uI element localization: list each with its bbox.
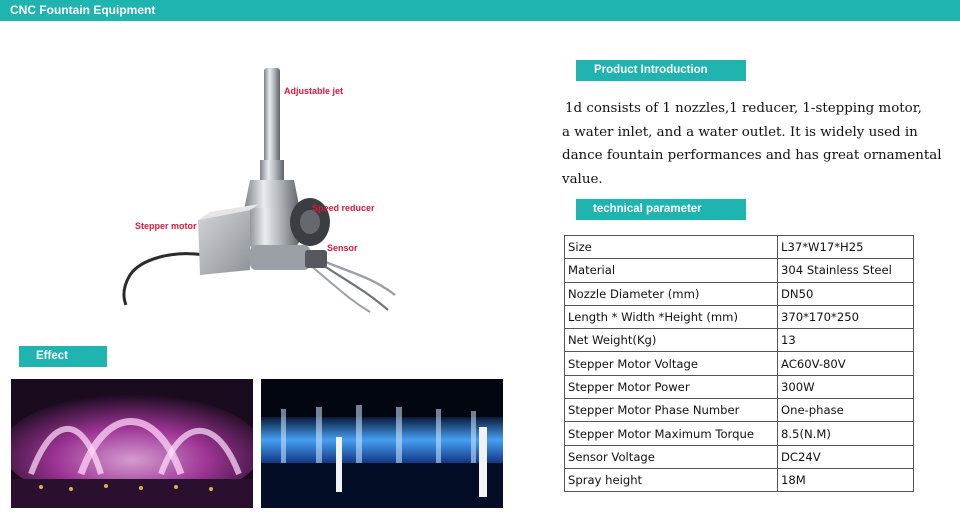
- spec-value: 18M: [778, 468, 914, 491]
- spec-label: Stepper Motor Maximum Torque: [565, 422, 778, 445]
- section-tag-product-introduction: Product Introduction: [576, 60, 746, 81]
- spec-value: DN50: [778, 282, 914, 305]
- callout-stepper-motor: Stepper motor: [135, 221, 197, 231]
- spec-label: Stepper Motor Power: [565, 375, 778, 398]
- table-row: [565, 329, 914, 352]
- description-line: dance fountain performances and has great ornamental: [562, 148, 942, 163]
- table-row: [565, 282, 914, 305]
- spec-value: AC60V-80V: [778, 352, 914, 375]
- callout-speed-reducer: Speed reducer: [312, 203, 375, 213]
- spec-label: Length * Width *Height (mm): [565, 305, 778, 328]
- effect-photo-pink-fountain: [11, 379, 253, 508]
- spec-value: L37*W17*H25: [778, 236, 914, 259]
- table-row: [565, 259, 914, 282]
- section-tag-technical-parameter: technical parameter: [576, 199, 746, 220]
- spec-value: 13: [778, 329, 914, 352]
- spec-value: 8.5(N.M): [778, 422, 914, 445]
- spec-value: One-phase: [778, 399, 914, 422]
- spec-value: DC24V: [778, 445, 914, 468]
- spec-value: 370*170*250: [778, 305, 914, 328]
- spec-value: 300W: [778, 375, 914, 398]
- spec-label: Stepper Motor Phase Number: [565, 399, 778, 422]
- table-row: [565, 399, 914, 422]
- description-line: value.: [562, 171, 603, 187]
- effect-photo-blue-fountain: [261, 379, 503, 508]
- spec-label: Material: [565, 259, 778, 282]
- section-tag-effect: Effect: [19, 346, 107, 367]
- page-title: CNC Fountain Equipment: [10, 3, 156, 17]
- fountain-nozzle-illustration: [110, 60, 410, 320]
- table-row: [565, 375, 914, 398]
- spec-label: Stepper Motor Voltage: [565, 352, 778, 375]
- spec-label: Nozzle Diameter (mm): [565, 282, 778, 305]
- table-row: [565, 468, 914, 491]
- table-row: [565, 352, 914, 375]
- callout-sensor: Sensor: [327, 243, 358, 253]
- table-row: [565, 422, 914, 445]
- spec-label: Spray height: [565, 468, 778, 491]
- spec-label: Size: [565, 236, 778, 259]
- callout-adjustable-jet: Adjustable jet: [284, 86, 344, 96]
- header-bar: [0, 0, 960, 21]
- product-image: [110, 60, 410, 320]
- description-line: 1d consists of 1 nozzles,1 reducer, 1-stepping motor,: [565, 101, 922, 116]
- spec-table: [564, 235, 914, 492]
- product-description: [562, 97, 960, 191]
- table-row: [565, 236, 914, 259]
- table-row: [565, 305, 914, 328]
- table-row: [565, 445, 914, 468]
- description-line: a water inlet, and a water outlet. It is widely used in: [562, 124, 918, 140]
- spec-value: 304 Stainless Steel: [778, 259, 914, 282]
- spec-label: Net Weight(Kg): [565, 329, 778, 352]
- spec-label: Sensor Voltage: [565, 445, 778, 468]
